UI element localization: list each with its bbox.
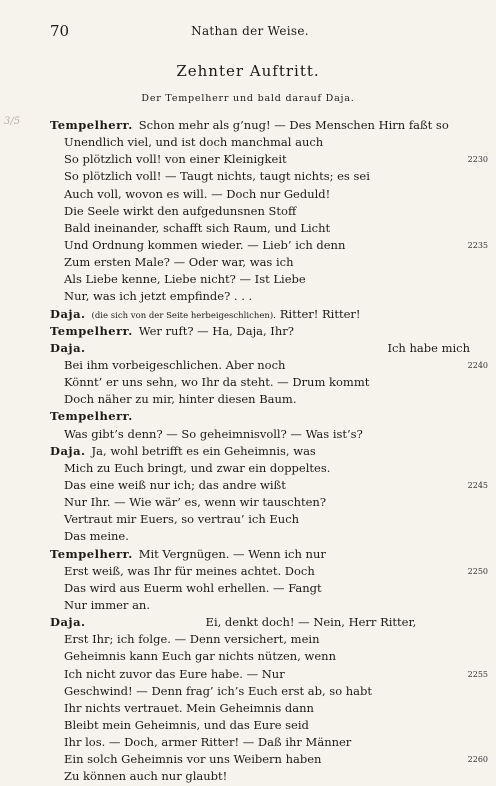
play-text <box>50 117 488 785</box>
line-number: 2245 <box>467 480 488 490</box>
verse-line: Daja. Ja, wohl betrifft es ein Geheimnis, was <box>50 443 316 458</box>
speaker-name: Daja. <box>50 615 86 630</box>
line-number: 2260 <box>467 755 488 765</box>
running-title: Nathan der Weise. <box>191 24 309 38</box>
line-number: 2235 <box>467 240 488 250</box>
speaker-name: Tempelherr. <box>50 118 133 132</box>
verse-line: Die Seele wirkt den aufgedunsnen Stoff <box>64 203 297 218</box>
verse-line: Bald ineinander, schafft sich Raum, und Licht <box>64 220 331 235</box>
speaker-name: Tempelherr. <box>50 546 133 561</box>
scene-title: Zehnter Auftritt. <box>176 62 320 80</box>
verse-line: Ihr los. — Doch, armer Ritter! — Daß ihr Männer <box>64 735 352 750</box>
verse-line: Nur immer an. <box>64 597 150 612</box>
verse-line: Erst weiß, was Ihr für meines achtet. Doch 2250 <box>50 563 470 580</box>
verse-line: Doch näher zu mir, hinter diesen Baum. <box>64 392 297 407</box>
verse-line: Daja. Ich habe mich <box>50 340 470 355</box>
verse-line: Das wird aus Euerm wohl erhellen. — Fangt <box>64 580 322 595</box>
line-number: 2255 <box>467 669 488 679</box>
verse-line: Zu können auch nur glaubt! <box>64 769 228 784</box>
verse-line: So plötzlich voll! — Taugt nichts, taugt nichts; es sei <box>64 169 370 184</box>
verse-line: Tempelherr. Wer ruft? — Ha, Daja, Ihr? <box>50 323 294 338</box>
verse-line: Ein solch Geheimnis vor uns Weibern haben 2260 <box>50 751 470 768</box>
verse-line: Bei ihm vorbeigeschlichen. Aber noch 2240 <box>50 357 470 374</box>
verse-line: Ihr nichts vertrauet. Mein Geheimnis dann <box>64 700 314 715</box>
speaker-name: Daja. <box>50 443 86 458</box>
verse-line: Und Ordnung kommen wieder. — Lieb’ ich denn 2235 <box>50 237 470 254</box>
line-number: 2240 <box>467 360 488 370</box>
page-header <box>44 22 456 40</box>
verse-line: Was gibt’s denn? — So geheimnisvoll? — Was ist’s? <box>64 426 363 441</box>
verse-line: Daja. Ei, denkt doch! — Nein, Herr Ritter, <box>50 615 417 630</box>
verse-line: Das meine. <box>64 529 129 544</box>
scene-direction: Der Tempelherr und bald darauf Daja. <box>141 93 355 104</box>
page-number: 70 <box>50 22 70 40</box>
verse-line: Tempelherr. Mit Vergnügen. — Wenn ich nur <box>50 546 326 561</box>
speaker-name: Tempelherr. <box>50 409 133 424</box>
verse-line: Mich zu Euch bringt, und zwar ein doppeltes. <box>64 460 331 475</box>
verse-line: Nur, was ich jetzt empfinde? . . . <box>64 289 253 304</box>
verse-line: Als Liebe kenne, Liebe nicht? — Ist Liebe <box>64 272 306 287</box>
line-number: 2250 <box>467 566 488 576</box>
verse-line: Geheimnis kann Euch gar nichts nützen, wenn <box>64 649 336 664</box>
verse-line <box>50 408 470 425</box>
verse-line: Auch voll, wovon es will. — Doch nur Geduld! <box>64 186 331 201</box>
verse-line: Erst Ihr; ich folge. — Denn versichert, mein <box>64 632 320 647</box>
speaker-name: Daja. <box>50 340 86 355</box>
verse-line: Daja. (die sich von der Seite herbeigeschlichen). Ritter! Ritter! <box>50 306 361 321</box>
verse-line: Das eine weiß nur ich; das andre wißt 2245 <box>50 477 470 494</box>
speaker-name: Tempelherr. <box>50 323 133 338</box>
verse-line: Nur Ihr. — Wie wär’ es, wenn wir tauschten? <box>64 495 326 510</box>
speaker-name: Daja. <box>50 306 86 321</box>
verse-line: Geschwind! — Denn frag’ ich’s Euch erst ab, so habt <box>64 683 373 698</box>
line-number: 2230 <box>467 155 488 165</box>
verse-line: Könnt’ er uns sehn, wo Ihr da steht. — Drum kommt <box>64 375 370 390</box>
verse-line: Unendlich viel, und ist doch manchmal auch <box>64 135 324 150</box>
verse-line: So plötzlich voll! von einer Kleinigkeit 2230 <box>50 151 470 168</box>
verse-line: Zum ersten Male? — Oder war, was ich <box>64 255 294 270</box>
verse-line: Ich nicht zuvor das Eure habe. — Nur 2255 <box>50 666 470 683</box>
stage-direction: (die sich von der Seite herbeigeschlichen). <box>91 310 276 321</box>
verse-line: Vertraut mir Euers, so vertrau’ ich Euch <box>64 512 300 527</box>
verse-line: Bleibt mein Geheimnis, und das Eure seid <box>64 717 309 732</box>
verse-line: Tempelherr. Schon mehr als g’nug! — Des Menschen Hirn faßt so <box>50 118 449 132</box>
margin-annotation: 3/5 <box>4 116 21 127</box>
